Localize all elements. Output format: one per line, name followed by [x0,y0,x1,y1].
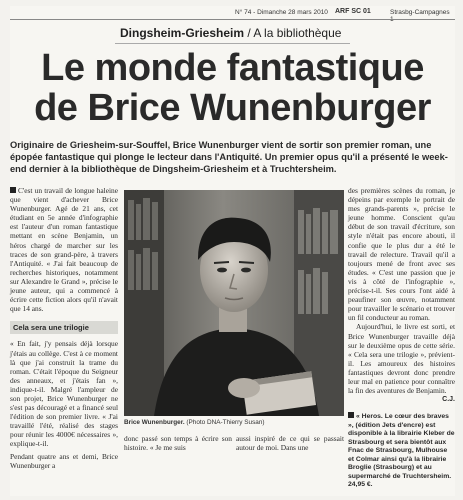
article-column-1 [10,186,118,470]
caption-name: Brice Wunenburger. [124,419,185,426]
author-signature: C.J. [442,396,455,404]
article-column-3: aussi inspiré de ce qui se passait autour de moi. Dans une [236,434,344,453]
article-lead: Originaire de Griesheim-sur-Souffel, Brice Wunenburger vient de sortir son premier roman, une épopée fantastique qui plonge le lecteur dans l'Antiquité. Un premier opus qu'il a présenté le week-end dernier à la bibliothèque de Dingsheim-Griesheim et à Truchtersheim. [10,140,448,174]
article-kicker [120,26,341,40]
edition-code: ARF SC 01 [335,8,371,15]
column-4-paragraph-2: Aujourd'hui, le livre est sorti, et Brice Wunenburger travaille déjà sur le deuxième opus de cette série. « Cela sera une trilogie », prévient-il. Les amoureux des histoires fantastiques devront donc prendre leur mal en patience pour connaître la fin des aventures de Benjamin. [348,322,455,396]
kicker-place: Dingsheim-Griesheim [120,26,245,40]
caption-credit: (Photo DNA-Thierry Susan) [184,419,265,426]
edition-place: Strasbg-Campagnes [390,9,450,16]
column-4-paragraph-1: des premières scènes du roman, je dépeins par exemple le portrait de mes grands-parents », précise le jeune homme. Conscient qu'au début de son travail d'écriture, son style n'était pas encore abouti, il confie que le plus dur a été le travail de relecture. Travail qu'il a toujours mené de front avec ses études. « C'est une passion que je vis à côté de l'infographie », précise-t-il. Ses cours l'ont aidé à peaufiner son œuvre, notamment pour travailler le scénario et trouver un fil conducteur au roman. [348,186,455,323]
issue-date: N° 74 - Dimanche 28 mars 2010 [235,9,328,16]
kicker-rule [115,43,350,44]
photo-caption [124,419,344,426]
column-1-paragraph-1: C'est un travail de longue haleine que vient d'achever Brice Wunenburger. Agé de 21 ans, cet étudiant en 5e année d'infographie est l'auteur d'un roman fantastique mettant en scène Benjamin, un héros chargé de marcher sur les traces de son grand-père, à travers l'Antiquité. « J'ai fait beaucoup de recherches historiques, notamment sur Alexandre le Grand », précise le jeune auteur, qui a commencé à écrire cette fiction alors qu'il n'avait que 14 ans. [10,186,118,314]
headline-line-1: Le monde fantastique [41,47,424,89]
header-rule [10,19,455,20]
article-column-2: donc passé son temps à écrire son histoire. « Je me suis [124,434,232,453]
column-1-paragraph-2: « En fait, j'y pensais déjà lorsque j'étais au collège. C'est à ce moment là que j'ai construit la trame du roman. C'était l'époque du Seigneur des anneaux, et j'étais fan », indique-t-il. Malgré l'ampleur de son projet, Brice Wunenburger ne s'est pas découragé et a financé seul l'édition de son premier livre. « J'ai travaillé l'été, réalisé des stages pour réunir les 4000€ nécessaires », explique-t-il. [10,339,118,449]
article-headline [10,48,455,128]
column-1-paragraph-3: Pendant quatre ans et demi, Brice Wunenburger a [10,451,118,470]
intertitle: Cela sera une trilogie [10,321,118,334]
author-photo-illustration [124,190,344,416]
newspaper-page [10,6,455,496]
book-info: « Heros. Le cœur des braves », (édition Jets d'encre) est disponible à la librairie Kleber de Strasbourg et sera bientôt aux Fnac de Strasbourg, Mulhouse et Colmar ainsi qu'à la librairie Broglie (Strasbourg) et au supermarché de Truchtersheim. 24,95 €. [348,413,455,489]
info-marker-icon [348,412,354,418]
article-column-4 [348,186,455,490]
paragraph-marker-icon [10,187,16,193]
author-photo [124,190,344,416]
headline-line-2: de Brice Wunenburger [34,87,431,129]
page-header-line [10,6,455,20]
kicker-section: / A la bibliothèque [244,26,342,40]
